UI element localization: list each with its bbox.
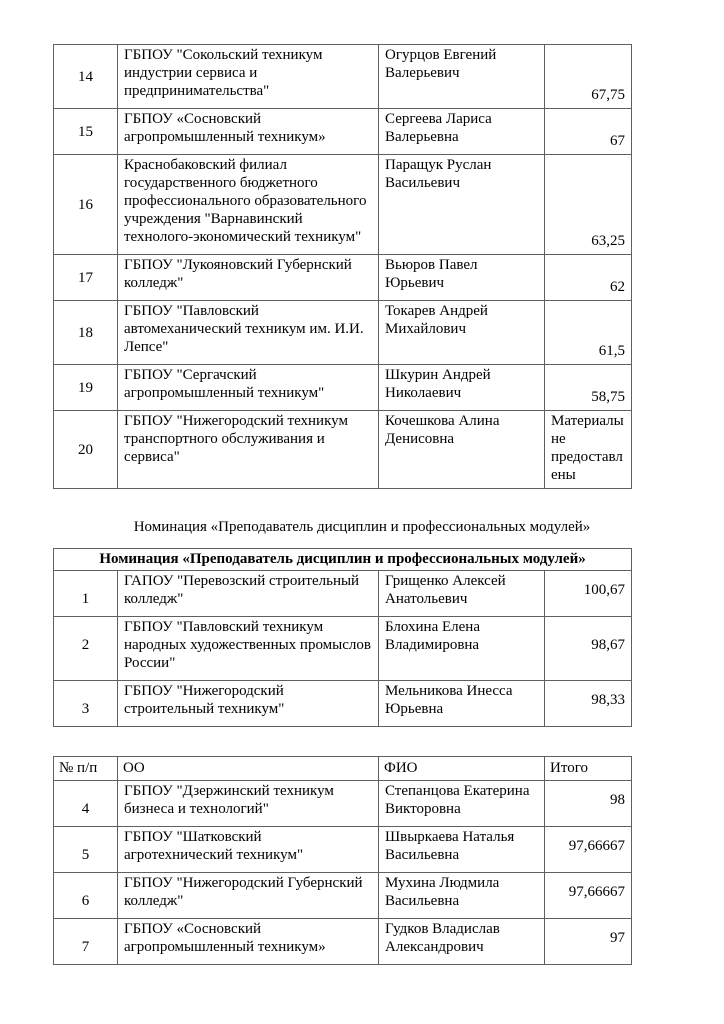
- person-name-cell: Мухина Людмила Васильевна: [379, 873, 545, 919]
- organization-cell: ГБПОУ "Павловский автомеханический техникум им. И.И. Лепсе": [118, 301, 379, 365]
- person-name-cell: Огурцов Евгений Валерьевич: [379, 45, 545, 109]
- score-cell: 97,66667: [545, 873, 632, 919]
- score-cell: 67,75: [545, 45, 632, 109]
- organization-cell: ГБПОУ "Нижегородский строительный техникум": [118, 681, 379, 727]
- organization-cell: ГБПОУ "Шатковский агротехнический техникум": [118, 827, 379, 873]
- nomination-header-cell: Номинация «Преподаватель дисциплин и профессиональных модулей»: [54, 549, 632, 571]
- row-number-cell: 17: [54, 255, 118, 301]
- nomination-table: [53, 548, 632, 727]
- column-header-number: № п/п: [54, 757, 118, 781]
- table-row: [54, 155, 632, 255]
- person-name-cell: Гудков Владислав Александрович: [379, 919, 545, 965]
- table-header-row: [54, 757, 632, 781]
- row-number-cell: 1: [54, 571, 118, 617]
- row-number-cell: 3: [54, 681, 118, 727]
- table-row: [54, 827, 632, 873]
- table-row: [54, 45, 632, 109]
- table-row: [54, 109, 632, 155]
- score-cell: Материалы не предоставлены: [545, 411, 632, 489]
- table-row: [54, 617, 632, 681]
- person-name-cell: Степанцова Екатерина Викторовна: [379, 781, 545, 827]
- row-number-cell: 14: [54, 45, 118, 109]
- person-name-cell: Вьюров Павел Юрьевич: [379, 255, 545, 301]
- organization-cell: ГБПОУ "Лукояновский Губернский колледж": [118, 255, 379, 301]
- results-table-upper: [53, 44, 632, 489]
- table-row: [54, 873, 632, 919]
- table-row: [54, 681, 632, 727]
- organization-cell: ГАПОУ "Перевозский строительный колледж": [118, 571, 379, 617]
- row-number-cell: 15: [54, 109, 118, 155]
- table-header-row: [54, 549, 632, 571]
- column-header-total: Итого: [545, 757, 632, 781]
- organization-cell: ГБПОУ "Павловский техникум народных художественных промыслов России": [118, 617, 379, 681]
- table-row: [54, 571, 632, 617]
- score-cell: 98,33: [545, 681, 632, 727]
- score-cell: 61,5: [545, 301, 632, 365]
- score-cell: 62: [545, 255, 632, 301]
- score-cell: 63,25: [545, 155, 632, 255]
- person-name-cell: Сергеева Лариса Валерьевна: [379, 109, 545, 155]
- score-cell: 97,66667: [545, 827, 632, 873]
- organization-cell: ГБПОУ "Нижегородский Губернский колледж": [118, 873, 379, 919]
- organization-cell: Краснобаковский филиал государственного бюджетного профессионального образовательного учреждения "Варнавинский технолого-экономический техникум": [118, 155, 379, 255]
- organization-cell: ГБПОУ "Дзержинский техникум бизнеса и технологий": [118, 781, 379, 827]
- table-row: [54, 919, 632, 965]
- person-name-cell: Мельникова Инесса Юрьевна: [379, 681, 545, 727]
- score-cell: 98: [545, 781, 632, 827]
- row-number-cell: 2: [54, 617, 118, 681]
- person-name-cell: Кочешкова Алина Денисовна: [379, 411, 545, 489]
- table-row: [54, 301, 632, 365]
- column-header-organization: ОО: [118, 757, 379, 781]
- score-cell: 97: [545, 919, 632, 965]
- row-number-cell: 4: [54, 781, 118, 827]
- column-header-fio: ФИО: [379, 757, 545, 781]
- table-row: [54, 411, 632, 489]
- row-number-cell: 5: [54, 827, 118, 873]
- person-name-cell: Шкурин Андрей Николаевич: [379, 365, 545, 411]
- score-cell: 58,75: [545, 365, 632, 411]
- score-cell: 67: [545, 109, 632, 155]
- spacer: [53, 727, 631, 756]
- section-heading: Номинация «Преподаватель дисциплин и профессиональных модулей»: [133, 519, 591, 535]
- person-name-cell: Паращук Руслан Васильевич: [379, 155, 545, 255]
- organization-cell: ГБПОУ "Сергачский агропромышленный техникум": [118, 365, 379, 411]
- results-table-lower: [53, 756, 632, 965]
- table-row: [54, 365, 632, 411]
- person-name-cell: Токарев Андрей Михайлович: [379, 301, 545, 365]
- organization-cell: ГБПОУ «Сосновский агропромышленный техникум»: [118, 109, 379, 155]
- organization-cell: ГБПОУ "Сокольский техникум индустрии сервиса и предпринимательства": [118, 45, 379, 109]
- person-name-cell: Блохина Елена Владимировна: [379, 617, 545, 681]
- person-name-cell: Грищенко Алексей Анатольевич: [379, 571, 545, 617]
- row-number-cell: 16: [54, 155, 118, 255]
- organization-cell: ГБПОУ «Сосновский агропромышленный техникум»: [118, 919, 379, 965]
- score-cell: 100,67: [545, 571, 632, 617]
- person-name-cell: Швыркаева Наталья Васильевна: [379, 827, 545, 873]
- score-cell: 98,67: [545, 617, 632, 681]
- row-number-cell: 6: [54, 873, 118, 919]
- table-row: [54, 255, 632, 301]
- row-number-cell: 20: [54, 411, 118, 489]
- row-number-cell: 18: [54, 301, 118, 365]
- row-number-cell: 7: [54, 919, 118, 965]
- table-row: [54, 781, 632, 827]
- row-number-cell: 19: [54, 365, 118, 411]
- document-content: [53, 0, 631, 965]
- organization-cell: ГБПОУ "Нижегородский техникум транспортного обслуживания и сервиса": [118, 411, 379, 489]
